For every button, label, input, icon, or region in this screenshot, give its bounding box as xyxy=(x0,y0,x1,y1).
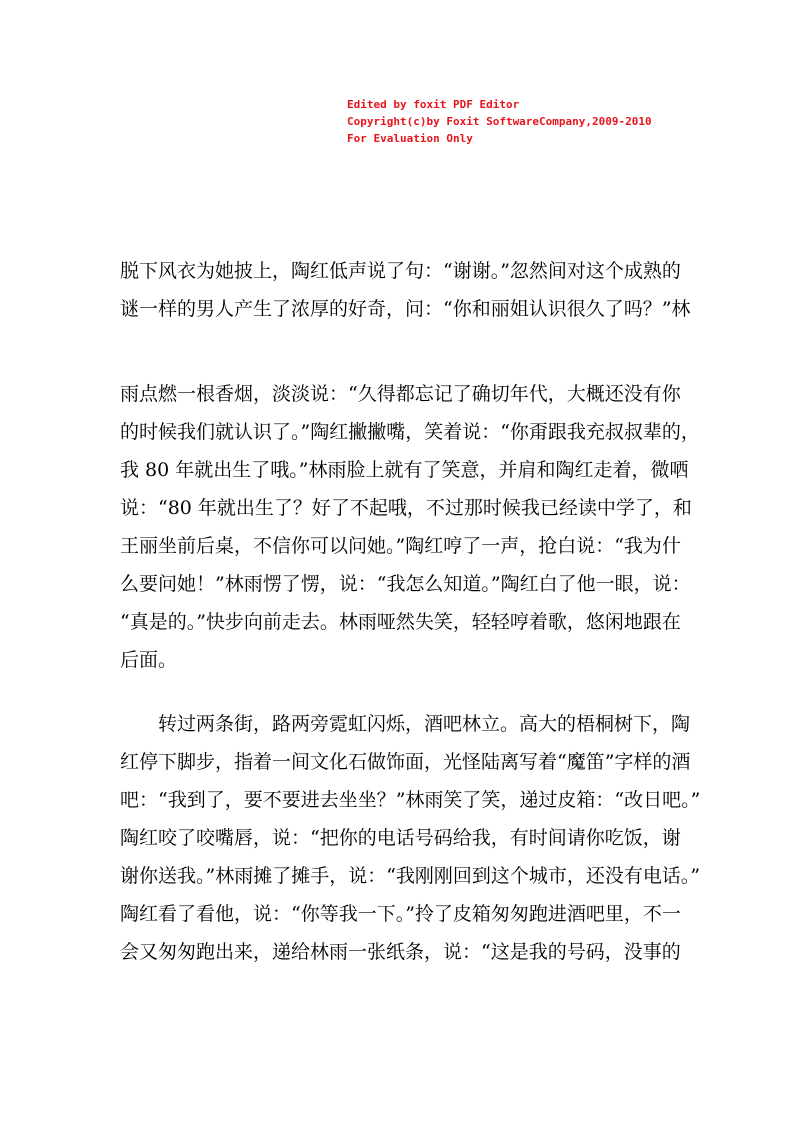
text-line: 么要问她！”林雨愣了愣，说：“我怎么知道。”陶红白了他一眼，说： xyxy=(120,573,691,595)
text-line: 脱下风衣为她披上，陶红低声说了句：“谢谢。”忽然间对这个成熟的 xyxy=(120,260,681,282)
text-line: 我 80 年就出生了哦。”林雨脸上就有了笑意，并肩和陶红走着，微哂 xyxy=(120,459,689,481)
watermark-line-evaluation: For Evaluation Only xyxy=(347,132,473,145)
watermark-line-copyright: Copyright(c)by Foxit SoftwareCompany,2009-2010 xyxy=(347,115,652,128)
text-line: 会又匆匆跑出来，递给林雨一张纸条，说：“这是我的号码，没事的 xyxy=(120,941,681,963)
evaluation-watermark xyxy=(347,96,652,147)
paragraph-block-2 xyxy=(120,375,700,679)
text-line: 陶红看了看他，说：“你等我一下。”拎了皮箱匆匆跑进酒吧里，不一 xyxy=(120,903,681,925)
paragraph-block-3 xyxy=(120,705,701,971)
text-line: 雨点燃一根香烟，淡淡说：“久得都忘记了确切年代，大概还没有你 xyxy=(120,383,681,405)
paragraph-block-1 xyxy=(120,252,691,328)
text-line: “真是的。”快步向前走去。林雨哑然失笑，轻轻哼着歌，悠闲地跟在 xyxy=(120,611,681,633)
watermark-line-editor: Edited by foxit PDF Editor xyxy=(347,98,520,111)
text-line: 说：“80 年就出生了？好了不起哦，不过那时候我已经读中学了，和 xyxy=(120,497,692,519)
text-line: 吧：“我到了，要不要进去坐坐？”林雨笑了笑，递过皮箱：“改日吧。” xyxy=(120,789,701,811)
text-line: 的时候我们就认识了。”陶红撇撇嘴，笑着说：“你甭跟我充叔叔辈的， xyxy=(120,421,700,443)
text-line: 转过两条街，路两旁霓虹闪烁，酒吧林立。高大的梧桐树下，陶 xyxy=(158,713,691,735)
text-line: 陶红咬了咬嘴唇，说：“把你的电话号码给我，有时间请你吃饭，谢 xyxy=(120,827,681,849)
text-line: 谢你送我。”林雨摊了摊手，说：“我刚刚回到这个城市，还没有电话。” xyxy=(120,865,701,887)
text-line: 谜一样的男人产生了浓厚的好奇，问：“你和丽姐认识很久了吗？”林 xyxy=(120,298,691,320)
text-line: 王丽坐前后桌，不信你可以问她。”陶红哼了一声，抢白说：“我为什 xyxy=(120,535,681,557)
text-line: 红停下脚步，指着一间文化石做饰面，光怪陆离写着“魔笛”字样的酒 xyxy=(120,751,691,773)
text-line: 后面。 xyxy=(120,649,178,671)
